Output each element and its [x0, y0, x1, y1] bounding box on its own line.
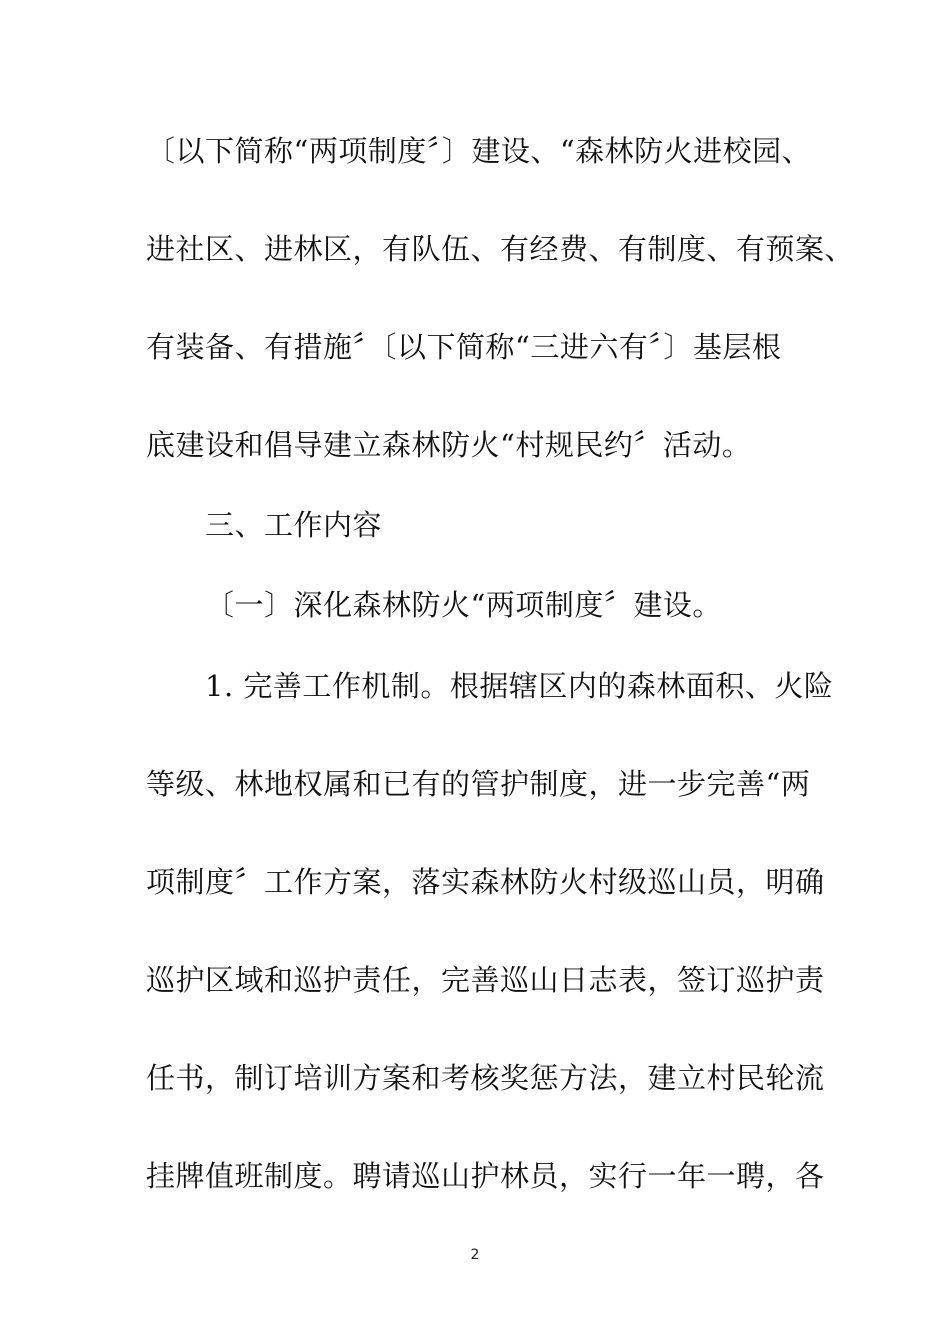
text-line-2: 进社区、进林区，有队伍、有经费、有制度、有预案、: [146, 232, 855, 266]
text-line-7: 1. 完善工作机制。根据辖区内的森林面积、火险: [205, 669, 834, 703]
page-number: 2: [470, 1247, 480, 1263]
text-line-4: 底建设和倡导建立森林防火“村规民约〞活动。: [146, 428, 752, 462]
text-line-12: 挂牌值班制度。聘请巡山护林员，实行一年一聘，各: [146, 1159, 825, 1193]
text-line-9: 项制度〞工作方案，落实森林防火村级巡山员，明确: [146, 865, 825, 899]
text-line-11: 任书，制订培训方案和考核奖惩方法，建立村民轮流: [146, 1061, 825, 1095]
section-heading: 三、工作内容: [205, 508, 383, 542]
text-line-3: 有装备、有措施〞〔以下简称“三进六有〞〕基层根: [146, 330, 782, 364]
text-line-1: 〔以下简称“两项制度〞〕建设、“森林防火进校园、: [146, 134, 812, 168]
subsection-heading: 〔一〕深化森林防火“两项制度〞建设。: [205, 588, 722, 622]
text-line-10: 巡护区域和巡护责任，完善巡山日志表，签订巡护责: [146, 963, 825, 997]
text-line-8: 等级、林地权属和已有的管护制度，进一步完善“两: [146, 767, 811, 801]
